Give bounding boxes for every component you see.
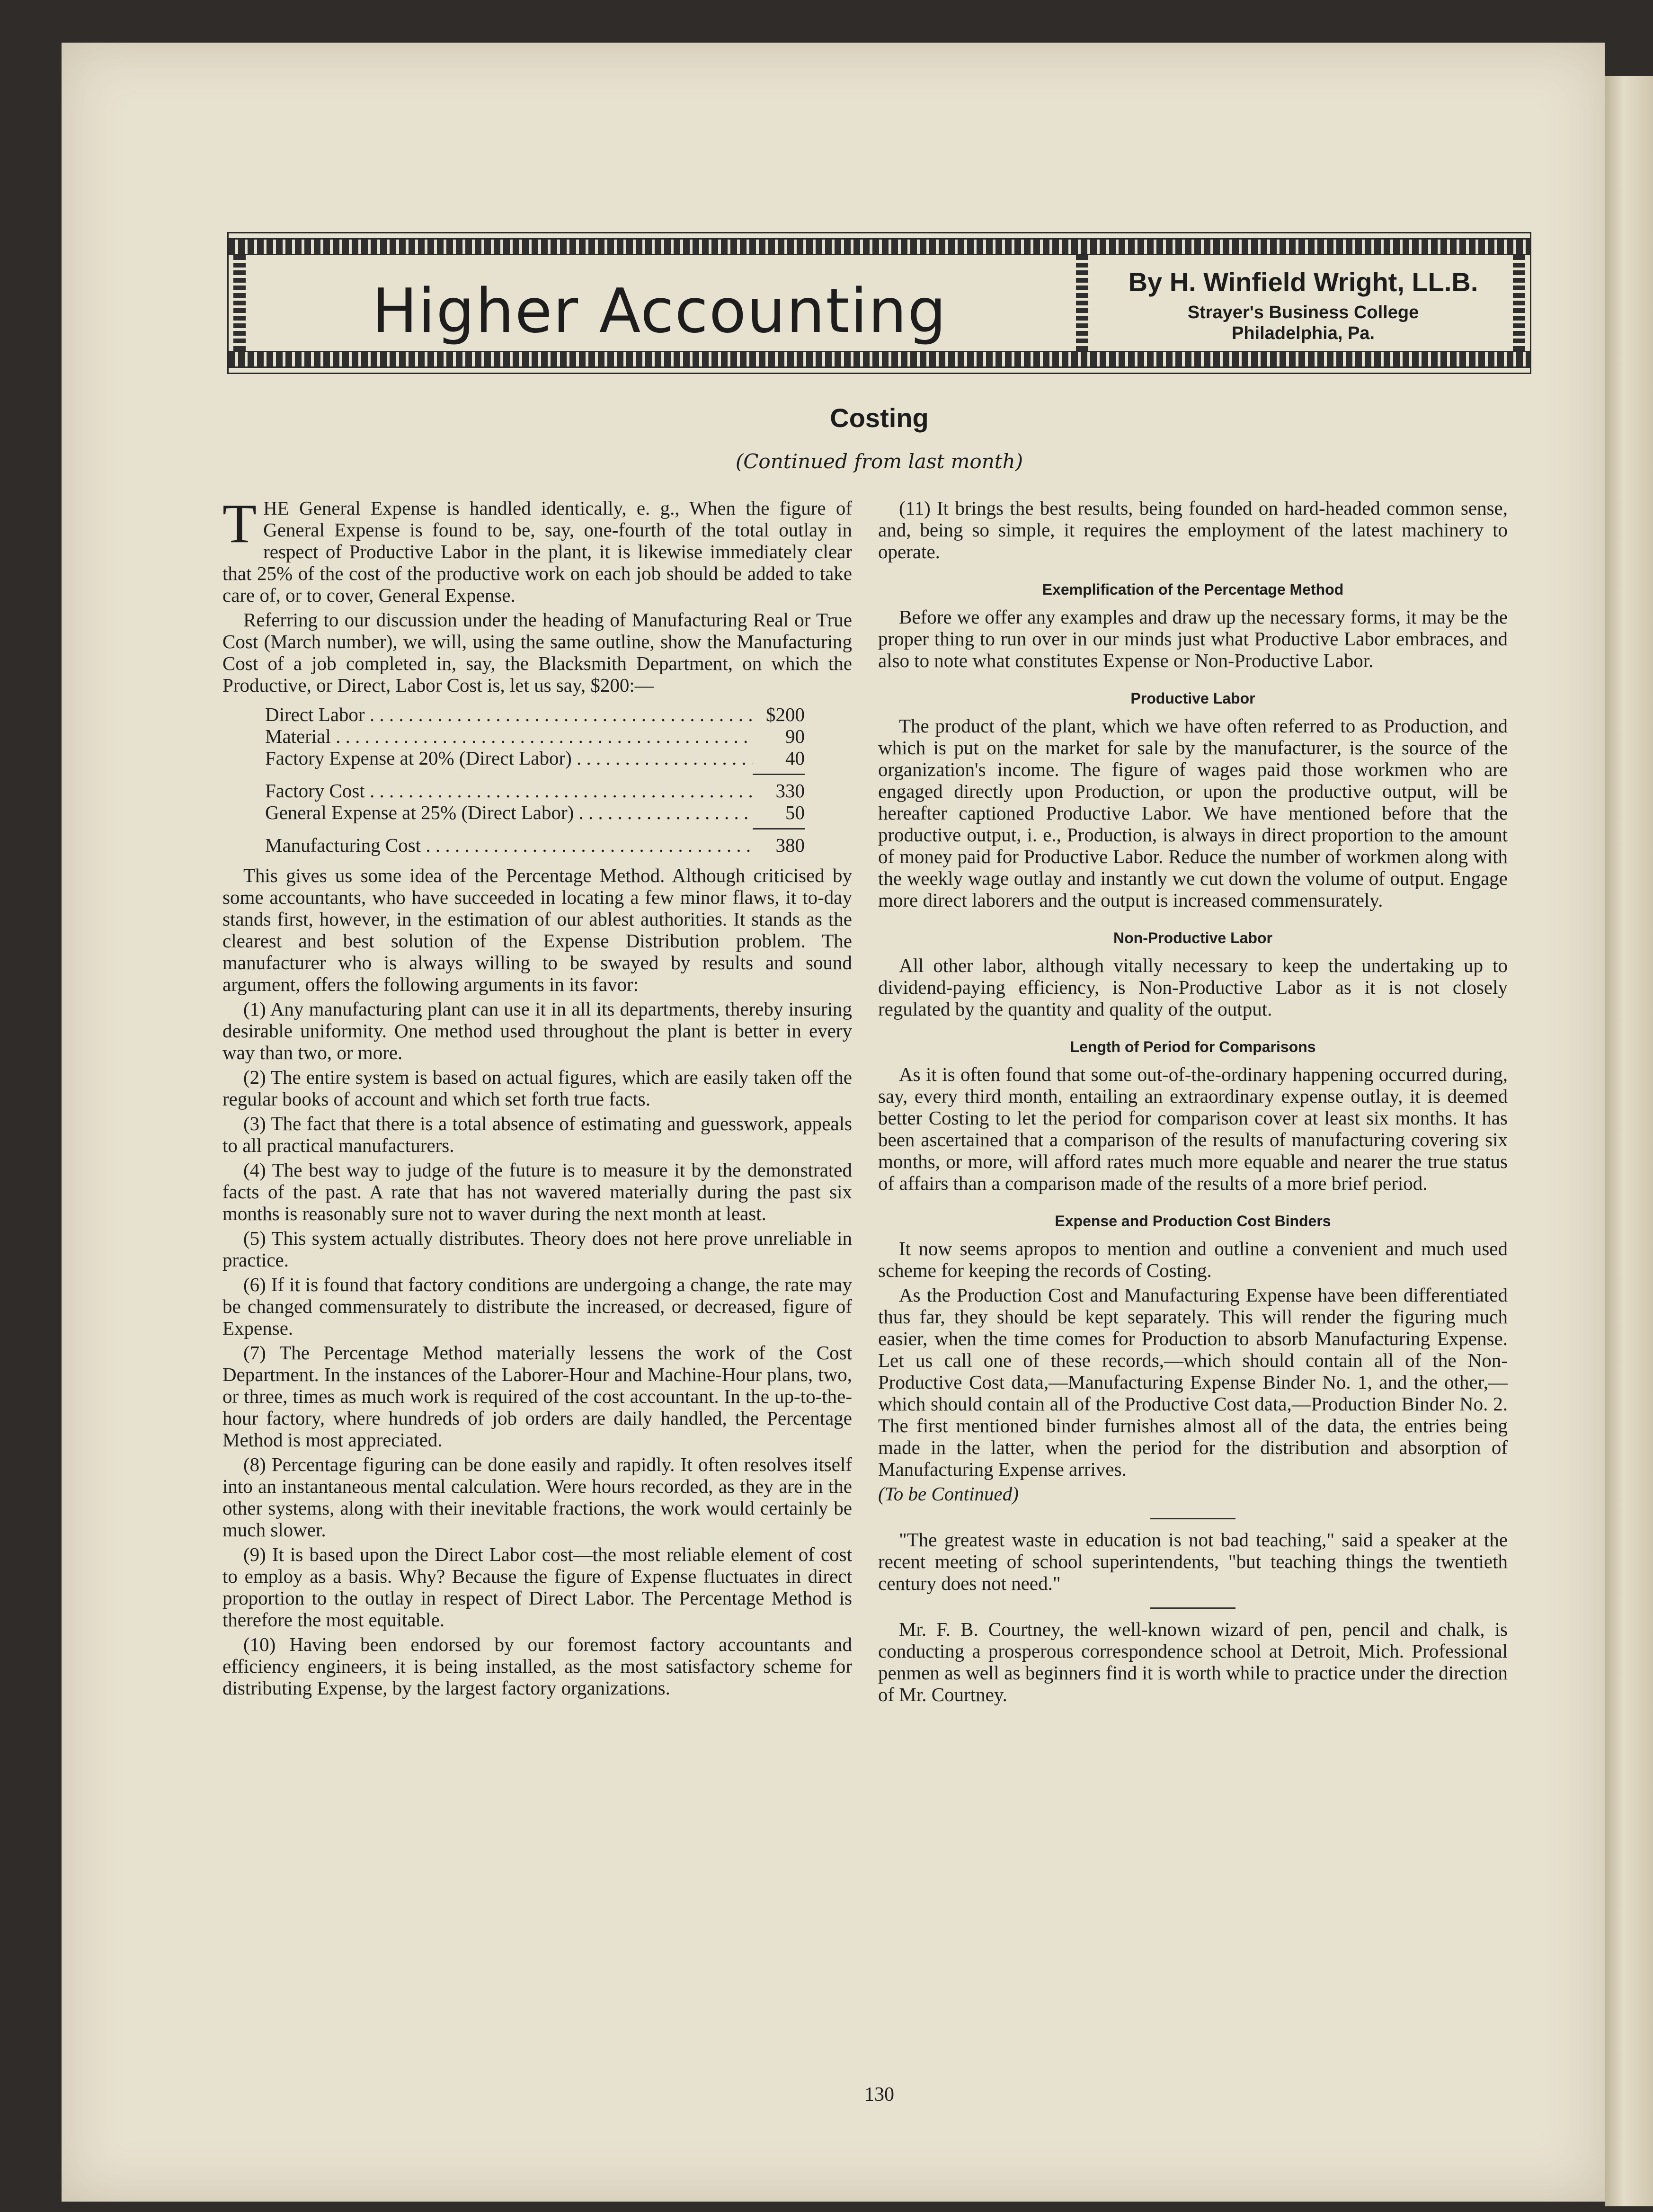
paragraph: As it is often found that some out-of-the-ordinary happening occurred during, say, every third month, entailing an extraordinary expense outlay, it is deemed better Costing to let the period for comparison cover at least six months. It has been ascertained that a comparison of the results of manufacturing covering six months, or more, will afford rates much more equable and nearer the true status of affairs than a comparison made of the results of a more brief period. (878, 1063, 1508, 1194)
section-heading: Expense and Production Cost Binders (1055, 1213, 1331, 1230)
paragraph: Before we offer any examples and draw up the necessary forms, it may be the proper thing to run over in our minds just what Productive Labor embraces, and also to note what constitutes Expense or Non-Productive Labor. (878, 606, 1508, 671)
cost-row: Direct Labor . . . $200 (265, 704, 805, 725)
section-heading: Productive Labor (1130, 690, 1255, 707)
section-heading: Length of Period for Comparisons (1070, 1038, 1316, 1055)
department-title: Higher Accounting (372, 276, 947, 347)
cost-row: Factory Expense at 20% (Direct Labor) . . . 40 (265, 747, 805, 769)
sum-rule (753, 828, 805, 830)
institution-location: Philadelphia, Pa. (1232, 323, 1375, 343)
paragraph: (10) Having been endorsed by our foremost factory accountants and efficiency engineers, it is being installed, as the most satisfactory scheme for distributing Expense, by the largest factory organizations. (222, 1633, 852, 1699)
paragraph: (8) Percentage figuring can be done easily and rapidly. It often resolves itself into an instantaneous mental calculation. Were hours recorded, as they are in the other systems, along with their inevitable fractions, the work would certainly be much slower. (222, 1454, 852, 1541)
paragraph: (5) This system actually distributes. Theory does not here prove unreliable in practice. (222, 1227, 852, 1271)
cost-row: Material . . . 90 (265, 725, 805, 747)
paragraph: (1) Any manufacturing plant can use it in all its departments, thereby insuring desirable uniformity. One method used throughout the plant is better in every way than two, or more. (222, 998, 852, 1063)
separator-rule (1150, 1518, 1235, 1519)
paragraph: (7) The Percentage Method materially lessens the work of the Cost Department. In the instances of the Laborer-Hour and Machine-Hour plans, two, or three, times as much work is required of the cost accountant. In the up-to-the-hour factory, where hundreds of job orders are daily handled, the Percentage Method is most appreciated. (222, 1342, 852, 1451)
cost-row: Manufacturing Cost . . . 380 (265, 834, 805, 856)
institution-name: Strayer's Business College (1187, 303, 1419, 322)
header-ornament-bottom (229, 351, 1530, 368)
paragraph: (4) The best way to judge of the future is to measure it by the demonstrated facts of the past. A rate that has not wavered materially during the past six months is reasonably sure not to waver during the next month at least. (222, 1159, 852, 1224)
adjacent-page-edge (1605, 76, 1653, 2206)
left-column (222, 492, 852, 1702)
header-ornament-top (229, 238, 1530, 255)
header-ornament-divider (1076, 255, 1088, 351)
paragraph: It now seems apropos to mention and outline a convenient and much used scheme for keeping the records of Costing. (878, 1238, 1508, 1281)
opening-paragraph: THE General Expense is handled identically, e. g., When the figure of General Expense is found to be, say, one-fourth of the total outlay in respect of Productive Labor in the plant, it is likewise immediately clear that 25% of the cost of the productive work on each job should be added to take care of, or to cover, General Expense. (222, 492, 852, 606)
byline (1095, 267, 1511, 344)
article-title: Costing (830, 403, 929, 433)
article-subtitle: (Continued from last month) (735, 450, 1023, 473)
drop-cap: T (222, 492, 257, 554)
page-number: 130 (864, 2084, 894, 2105)
paragraph: The product of the plant, which we have often referred to as Production, and which is put on the market for sale by the manufacturer, is the source of the organization's income. The figure of wages paid those workmen who are engaged directly upon Production, or upon the productive output, will be hereafter captioned Productive Labor. We have mentioned before that the productive output, i. e., Production, is always in direct proportion to the amount of money paid for Productive Labor. Reduce the number of workmen along with the weekly wage outlay and instantly we cut down the volume of output. Engage more direct laborers and the output is increased commensurately. (878, 715, 1508, 911)
cost-table (265, 704, 805, 856)
section-heading: Exemplification of the Percentage Method (1042, 581, 1344, 598)
paragraph: All other labor, although vitally necessary to keep the undertaking up to dividend-paying efficiency, is Non-Productive Labor as it is not closely regulated by the quantity and quality of the output. (878, 954, 1508, 1020)
paragraph: Referring to our discussion under the heading of Manufacturing Real or True Cost (March number), we will, using the same outline, show the Manufacturing Cost of a job completed in, say, the Blacksmith Department, on which the Productive, or Direct, Labor Cost is, let us say, $200:— (222, 609, 852, 696)
separator-rule (1150, 1607, 1235, 1609)
cost-row: Factory Cost . . . 330 (265, 780, 805, 802)
author-institution (1095, 302, 1511, 344)
right-column (878, 497, 1508, 1708)
paragraph: (2) The entire system is based on actual figures, which are easily taken off the regular books of account and which set forth true facts. (222, 1066, 852, 1110)
section-heading: Non-Productive Labor (1113, 929, 1272, 946)
header-ornament-right (1513, 255, 1525, 351)
continued-note: (To be Continued) (878, 1483, 1019, 1505)
author-name: By H. Winfield Wright, LL.B. (1128, 267, 1478, 297)
news-note: Mr. F. B. Courtney, the well-known wizard of pen, pencil and chalk, is conducting a prosperous correspondence school at Detroit, Mich. Professional penmen as well as beginners find it is worth while to practice under the direction of Mr. Courtney. (878, 1618, 1508, 1705)
paragraph: (3) The fact that there is a total absence of estimating and guesswork, appeals to all practical manufacturers. (222, 1113, 852, 1156)
cost-row: General Expense at 25% (Direct Labor) . . . 50 (265, 802, 805, 823)
sum-rule (753, 774, 805, 775)
quote-paragraph: "The greatest waste in education is not bad teaching," said a speaker at the recent meeting of school superintendents, "but teaching things the twentieth century does not need." (878, 1529, 1508, 1594)
paragraph: This gives us some idea of the Percentage Method. Although criticised by some accountants, who have succeeded in locating a few minor flaws, it to-day stands first, however, in the estimation of our ablest authorities. It stands as the clearest and best solution of the Expense Distribution problem. The manufacturer who is always willing to be swayed by results and sound argument, offers the following arguments in its favor: (222, 865, 852, 995)
department-header (227, 232, 1531, 374)
paragraph: (6) If it is found that factory conditions are undergoing a change, the rate may be changed commensurately to distribute the increased, or decreased, figure of Expense. (222, 1274, 852, 1339)
paragraph: (11) It brings the best results, being founded on hard-headed common sense, and, being so simple, it requires the employment of the latest machinery to operate. (878, 497, 1508, 562)
paragraph: As the Production Cost and Manufacturing Expense have been differentiated thus far, they should be kept separately. This will render the figuring much easier, when the time comes for Production to absorb Manufacturing Expense. Let us call one of these records,—which should contain all of the Non-Productive Cost data,—Manufacturing Expense Binder No. 1, and the other,—which should contain all of the Productive Cost data,—Production Binder No. 2. The first mentioned binder furnishes almost all of the data, the entries being made in the latter, when the period for the distribution and absorption of Manufacturing Expense arrives. (878, 1284, 1508, 1480)
header-ornament-left (233, 255, 246, 351)
paragraph: (9) It is based upon the Direct Labor cost—the most reliable element of cost to employ as a basis. Why? Because the figure of Expense fluctuates in direct proportion to the outlay in respect of Direct Labor. The Percentage Method is therefore the most equitable. (222, 1543, 852, 1631)
